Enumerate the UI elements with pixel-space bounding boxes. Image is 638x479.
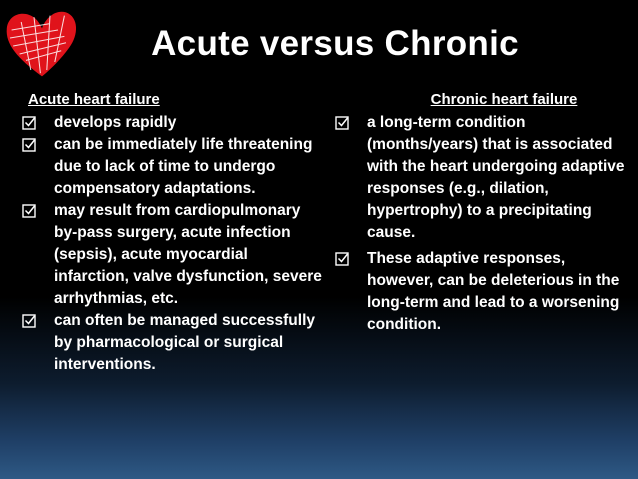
acute-bullet-list — [22, 112, 322, 376]
slide-title: Acute versus Chronic — [151, 24, 519, 63]
chronic-bullet-list — [335, 112, 633, 336]
list-item — [22, 200, 322, 310]
checkbox-icon — [335, 116, 349, 130]
chronic-heading: Chronic heart failure — [430, 91, 578, 108]
checkbox-icon — [22, 116, 36, 130]
checkbox-icon — [22, 138, 36, 152]
bullet-text: may result from cardiopulmonary by-pass surgery, acute infection (sepsis), acute myocardial infarction, valve dysfunction, severe arrhythmias, etc. — [54, 202, 322, 307]
acute-column — [22, 90, 322, 376]
checkbox-icon — [335, 252, 349, 266]
chronic-column — [335, 90, 633, 340]
acute-heading: Acute heart failure — [28, 91, 160, 108]
list-item — [22, 310, 322, 376]
bullet-text: can often be managed successfully by pharmacological or surgical interventions. — [54, 312, 316, 373]
bullet-text: can be immediately life threatening due to lack of time to undergo compensatory adaptations. — [54, 136, 313, 197]
checkbox-icon — [22, 314, 36, 328]
list-item — [22, 134, 322, 200]
bullet-text: These adaptive responses, however, can be deleterious in the long-term and lead to a worsening condition. — [367, 250, 620, 333]
bullet-text: a long-term condition (months/years) that is associated with the heart undergoing adaptive responses (e.g., dilation, hypertrophy) to a precipitating cause. — [367, 114, 625, 241]
list-item — [335, 112, 633, 244]
checkbox-icon — [22, 204, 36, 218]
bullet-text: develops rapidly — [54, 114, 177, 131]
list-item — [22, 112, 322, 134]
list-item — [335, 248, 633, 336]
